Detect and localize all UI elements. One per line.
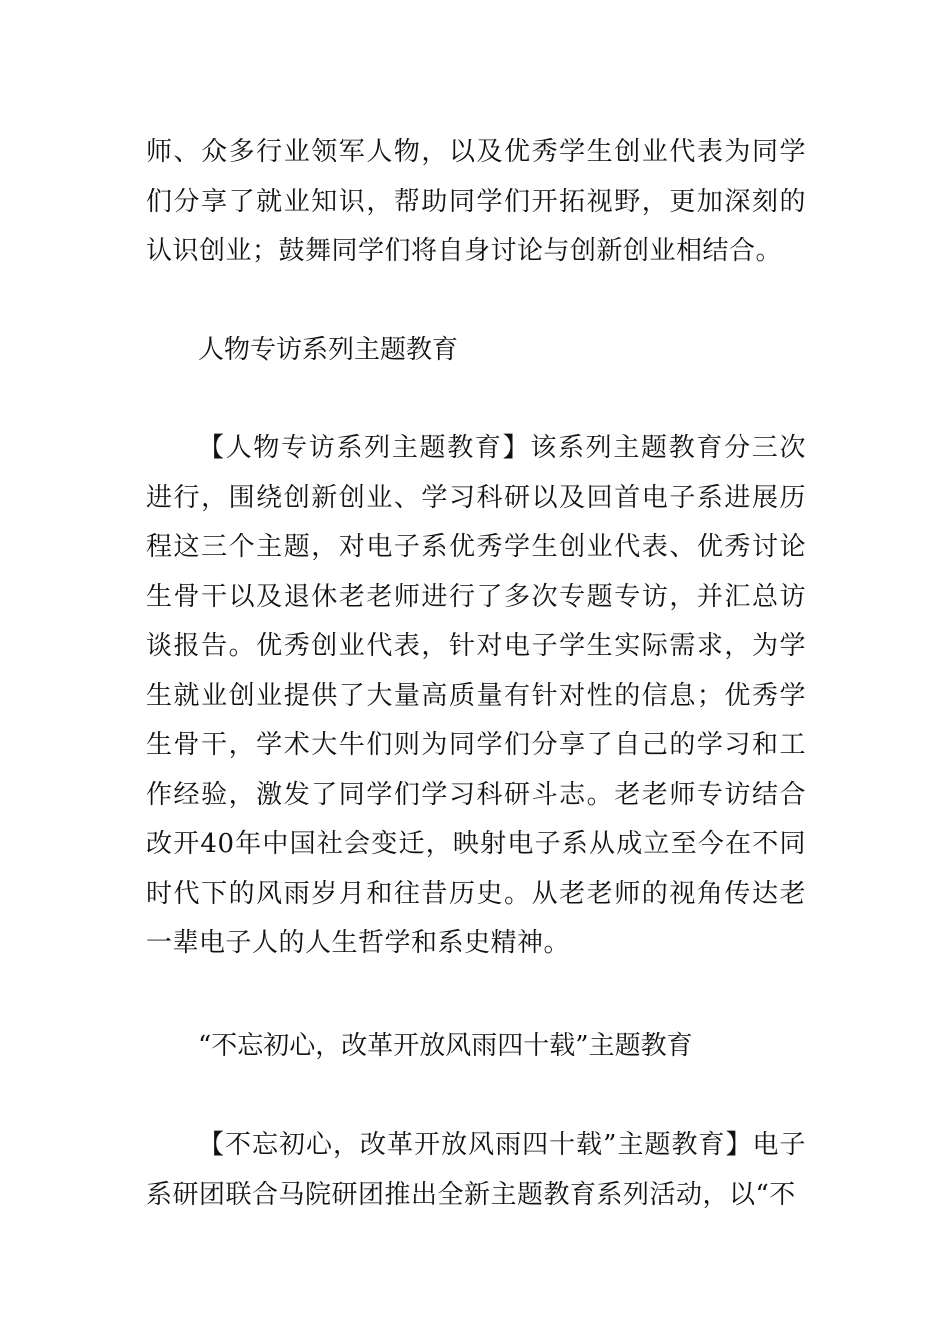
- section-heading-reform: “不忘初心，改革开放风雨四十载”主题教育: [198, 1031, 693, 1061]
- paragraph-interview: 【人物专访系列主题教育】该系列主题教育分三次进行，围绕创新创业、学习科研以及回首电子系进展历程这三个主题，对电子系优秀学生创业代表、优秀讨论生骨干以及退休老老师进行了多次专题专访，并汇总访谈报告。优秀创业代表，针对电子学生实际需求，为学生就业创业提供了大量高质量有针对性的信息；优秀学生骨干，学术大牛们则为同学们分享了自己的学习和工作经验，激发了同学们学习科研斗志。老老师专访结合改开40年中国社会变迁，映射电子系从成立至今在不同时代下的风雨岁月和往昔历史。从老老师的视角传达老一辈电子人的人生哲学和系史精神。: [146, 433, 806, 958]
- paragraph-reform: 【不忘初心，改革开放风雨四十载”主题教育】电子系研团联合马院研团推出全新主题教育系列活动，以“不: [146, 1130, 806, 1210]
- paragraph-intro: 师、众多行业领军人物，以及优秀学生创业代表为同学们分享了就业知识，帮助同学们开拓视野，更加深刻的认识创业；鼓舞同学们将自身讨论与创新创业相结合。: [146, 137, 806, 266]
- section-heading-interview: 人物专访系列主题教育: [198, 335, 459, 365]
